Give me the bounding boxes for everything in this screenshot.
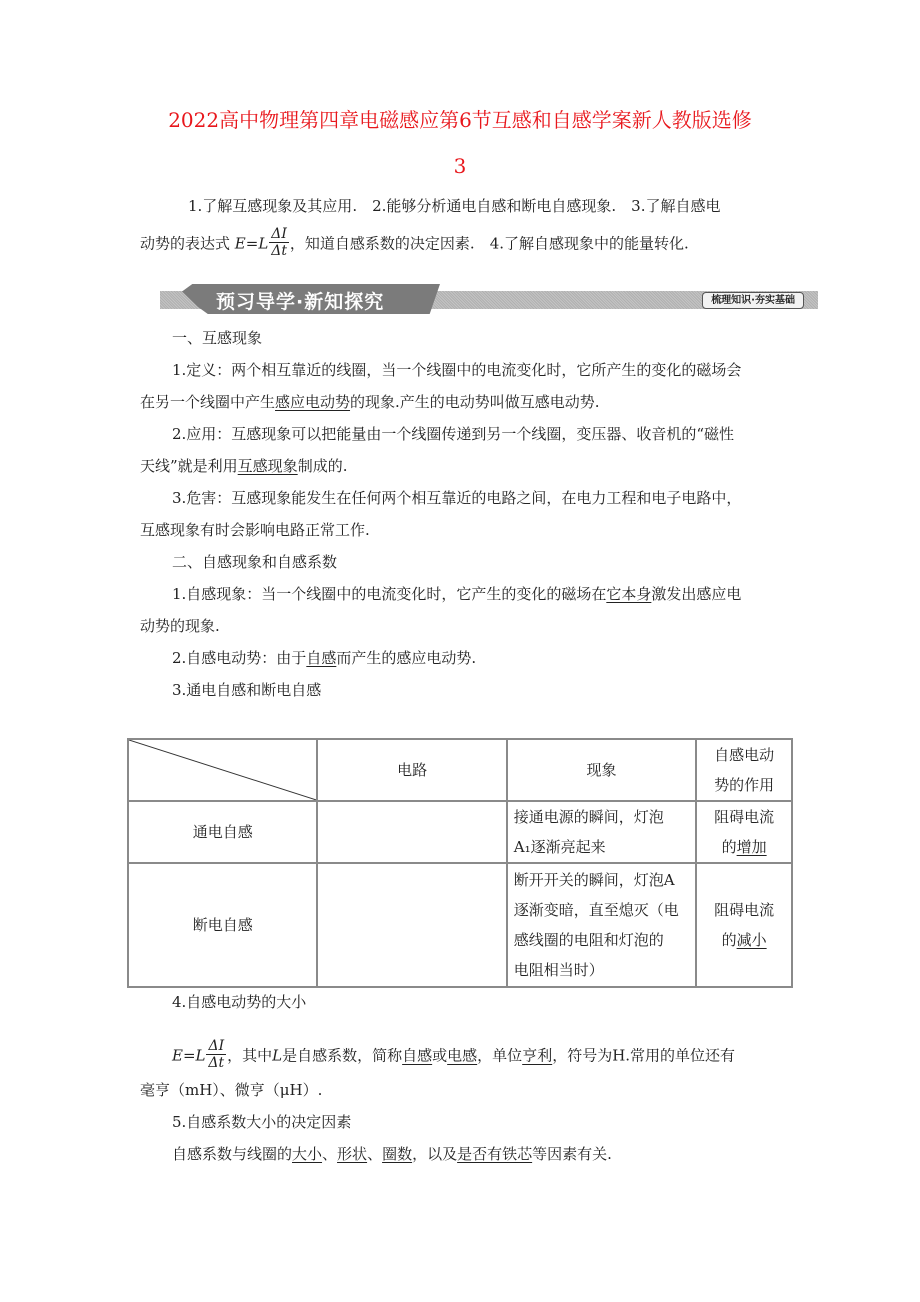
objectives-line-2-prefix: 动势的表达式 (140, 234, 231, 253)
text-span: ，单位 (477, 1046, 523, 1065)
effect-line: 阻碍电流 (714, 808, 775, 826)
text-span: 的现象.产生的电动势叫做互感电动势. (350, 393, 600, 411)
phenomenon-line: 电阻相当时） (513, 961, 604, 979)
section-4-heading: 4.自感电动势的大小 (172, 993, 307, 1011)
effect-line (703, 832, 785, 862)
definition-line-2 (140, 394, 600, 411)
text-span: 制成的. (297, 457, 348, 475)
objectives-line-2-suffix: ，知道自感系数的决定因素. 4.了解自感现象中的能量转化. (289, 234, 689, 253)
phenomenon-cell (507, 801, 696, 863)
formula-fraction (269, 226, 289, 259)
phenomenon-line: 接通电源的瞬间，灯泡 (513, 808, 664, 826)
answer-blank: 形状 (337, 1145, 368, 1163)
text-span: 的 (721, 931, 737, 949)
answer-blank: 自感 (402, 1046, 433, 1065)
text-span: 、 (367, 1145, 383, 1163)
answer-blank: 减小 (736, 931, 767, 949)
units-line: 毫亨（mH）、微亨（μH）. (140, 1081, 323, 1099)
formula-denominator: Δt (208, 1055, 225, 1071)
text-span: 在另一个线圈中产生 (140, 393, 276, 411)
text-span: 天线”就是利用 (140, 457, 238, 475)
answer-blank: 圈数 (382, 1145, 413, 1163)
answer-blank: 电感 (447, 1046, 478, 1065)
symbol-L: L (272, 1046, 283, 1065)
text-span: ，以及 (412, 1145, 458, 1163)
text-span: 1.自感现象：当一个线圈中的电流变化时，它产生的变化的磁场在 (172, 585, 607, 603)
answer-blank: 感应电动势 (275, 393, 351, 411)
header-effect-line: 势的作用 (714, 776, 775, 794)
header-circuit: 电路 (317, 739, 506, 801)
text-span: 的 (721, 838, 737, 856)
factors-line (172, 1146, 612, 1163)
harm-line-1: 3.危害：互感现象能发生在任何两个相互靠近的电路之间，在电力工程和电子电路中， (172, 489, 742, 507)
phenomenon-line: A₁逐渐亮起来 (513, 838, 606, 856)
effect-line (703, 925, 785, 955)
formula-numerator: ΔI (208, 1038, 225, 1054)
text-span: 激发出感应电 (651, 585, 742, 603)
answer-blank: 增加 (736, 838, 767, 856)
section-1-heading: 一、互感现象 (172, 329, 263, 347)
section-2-heading: 二、自感现象和自感系数 (172, 553, 338, 571)
formula-lhs: E=L (172, 1046, 206, 1065)
document-title: 2022高中物理第四章电磁感应第6节互感和自感学案新人教版选修 (168, 108, 752, 132)
harm-line-2: 互感现象有时会影响电路正常工作. (140, 521, 370, 539)
text-span: ，符号为H.常用的单位还有 (552, 1046, 736, 1065)
table-row (128, 801, 792, 863)
objectives-line-2 (140, 228, 689, 261)
text-span: 或 (432, 1046, 448, 1065)
text-span: 2.自感电动势：由于 (172, 649, 307, 667)
circuit-cell (317, 863, 506, 987)
text-span: 、 (322, 1145, 338, 1163)
text-span: 等因素有关. (532, 1145, 612, 1163)
phenomenon-line: 感线圈的电阻和灯泡的 (513, 931, 664, 949)
row-label: 断电自感 (128, 863, 317, 987)
effect-cell (696, 801, 792, 863)
table-row (128, 863, 792, 987)
application-line-1: 2.应用：互感现象可以把能量由一个线圈传递到另一个线圈，变压器、收音机的“磁性 (172, 425, 734, 443)
on-off-induction-heading: 3.通电自感和断电自感 (172, 681, 322, 699)
answer-blank: 它本身 (606, 585, 652, 603)
text-span: 是自感系数，简称 (282, 1046, 403, 1065)
effect-cell (696, 863, 792, 987)
self-emf-line (172, 650, 476, 667)
self-induction-line-2: 动势的现象. (140, 617, 220, 635)
banner-tag: 梳理知识·夯实基础 (702, 292, 804, 309)
formula-lhs: E=L (234, 234, 269, 253)
circuit-cell (317, 801, 506, 863)
table-header-row (128, 739, 792, 801)
banner-title: 预习导学·新知探究 (216, 291, 385, 313)
header-effect (696, 739, 792, 801)
answer-blank: 自感 (306, 649, 337, 667)
objectives-line-1: 1.了解互感现象及其应用. 2.能够分析通电自感和断电自感现象. 3.了解自感电 (188, 197, 721, 215)
document-title-continued: 3 (453, 154, 467, 178)
emf-formula-line (172, 1040, 735, 1073)
answer-blank: 亨利 (522, 1046, 553, 1065)
effect-line: 阻碍电流 (714, 901, 775, 919)
row-label: 通电自感 (128, 801, 317, 863)
self-induction-line-1 (172, 586, 741, 603)
text-span: ，其中 (227, 1046, 273, 1065)
definition-line-1: 1.定义：两个相互靠近的线圈，当一个线圈中的电流变化时，它所产生的变化的磁场会 (172, 361, 742, 379)
answer-blank: 互感现象 (237, 457, 298, 475)
answer-blank: 大小 (292, 1145, 323, 1163)
diagonal-header-cell (128, 739, 317, 801)
section-banner (160, 284, 818, 314)
answer-blank: 是否有铁芯 (457, 1145, 533, 1163)
section-5-heading: 5.自感系数大小的决定因素 (172, 1113, 352, 1131)
diagonal-line-icon (129, 740, 316, 800)
formula-denominator: Δt (271, 243, 287, 259)
text-span: 自感系数与线圈的 (172, 1145, 293, 1163)
self-induction-table (127, 738, 793, 988)
application-line-2 (140, 458, 347, 475)
phenomenon-cell (507, 863, 696, 987)
text-span: 而产生的感应电动势. (336, 649, 477, 667)
formula-numerator: ΔI (271, 226, 287, 242)
phenomenon-line: 断开开关的瞬间，灯泡A (513, 871, 675, 889)
header-phenomenon: 现象 (507, 739, 696, 801)
phenomenon-line: 逐渐变暗，直至熄灭（电 (513, 901, 679, 919)
header-effect-line: 自感电动 (714, 746, 775, 764)
formula-fraction (206, 1038, 226, 1071)
